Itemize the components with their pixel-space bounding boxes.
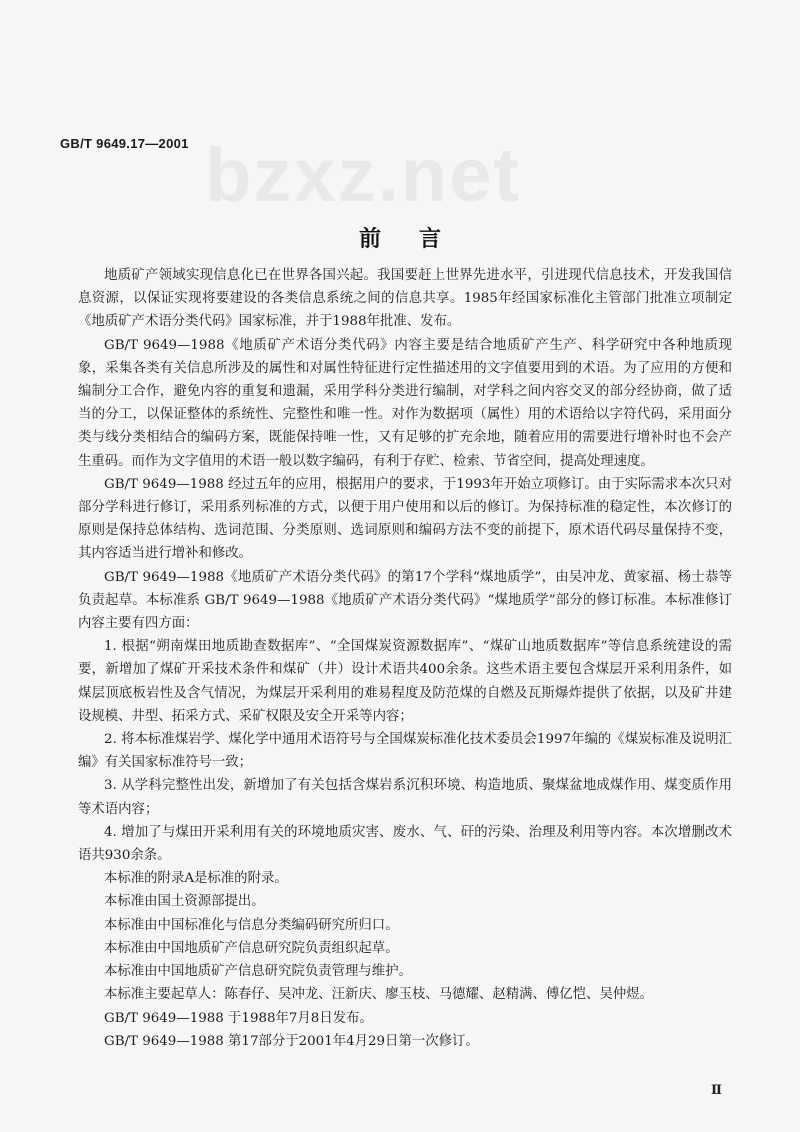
paragraph-content-scope: GB/T 9649—1988《地质矿产术语分类代码》内容主要是结合地质矿产生产、科学研究中各种地质现象，采集各类有关信息所涉及的属性和对属性特征进行定性描述用的文字值要用到的术语。为了应用的方便和编制分工合作，避免内容的重复和遗漏，采用学科分类进行编制，对学科之间内容交叉的部分经协商，做了适当的分工，以保证整体的系统性、完整性和唯一性。对作为数据项（属性）用的术语给以字符代码，采用面分类与线分类相结合的编码方案，既能保持唯一性，又有足够的扩充余地，随着应用的需要进行增补时也不会产生重码。而作为文字值用的术语一般以数字编码，有利于存贮、检索、节省空间，提高处理速度。 xyxy=(78,337,732,469)
paragraph-revision-item-1: 1. 根据“朔南煤田地质勘查数据库”、“全国煤炭资源数据库”、“煤矿山地质数据库”等信息系统建设的需要，新增加了煤矿开采技术条件和煤矿（井）设计术语共400余条。这些术语主要包含煤层开采利用条件，如煤层顶底板岩性及含气情况，为煤层开采利用的难易程度及防范煤的自燃及瓦斯爆炸提供了依据，以及矿井建设规模、井型、拓采方式、采矿权限及安全开采等内容； xyxy=(78,639,732,724)
paragraph-maintained-by: 本标准由中国地质矿产信息研究院负责管理与维护。 xyxy=(104,964,412,980)
standard-code: GB/T 9649.17—2001 xyxy=(60,136,189,151)
paragraph-drafted-by: 本标准由中国地质矿产信息研究院负责组织起草。 xyxy=(104,940,399,956)
paragraph-main-drafters: 本标准主要起草人：陈春仔、吴冲龙、汪新庆、廖玉枝、马德耀、赵精满、傅亿恺、吴仲煜。 xyxy=(104,987,654,1003)
paragraph-first-published: GB/T 9649—1988 于1988年7月8日发布。 xyxy=(104,1010,373,1026)
paragraph-appendix: 本标准的附录A是标准的附录。 xyxy=(104,871,288,887)
paragraph-revision-item-2: 2. 将本标准煤岩学、煤化学中通用术语符号与全国煤炭标准化技术委员会1997年编的《煤炭标准及说明汇编》有关国家标准符号一致； xyxy=(78,732,732,771)
paragraph-first-revision: GB/T 9649—1988 第17部分于2001年4月29日第一次修订。 xyxy=(104,1033,479,1049)
page-number: Ⅱ xyxy=(711,1082,722,1097)
paragraph-revision-principle: GB/T 9649—1988 经过五年的应用，根据用户的要求，于1993年开始立项修订。由于实际需求本次只对部分学科进行修订，采用系列标准的方式，以便于用户使用和以后的修订。为保持标准的稳定性，本次修订的原则是保持总体结构、选词范围、分类原则、选词原则和编码方法不变的前提下，原术语代码尽量保持不变，其内容适当进行增补和修改。 xyxy=(78,476,732,562)
watermark: bzxz.net xyxy=(205,133,521,218)
document-body xyxy=(78,264,732,1053)
paragraph-revision-item-3: 3. 从学科完整性出发，新增加了有关包括含煤岩系沉积环境、构造地质、聚煤盆地成煤作用、煤变质作用等术语内容； xyxy=(78,778,732,817)
paragraph-intro: 地质矿产领域实现信息化已在世界各国兴起。我国要赶上世界先进水平，引进现代信息技术，开发我国信息资源，以保证实现将要建设的各类信息系统之间的信息共享。1985年经国家标准化主管部门批准立项制定《地质矿产术语分类代码》国家标准，并于1988年批准、发布。 xyxy=(78,268,732,330)
paragraph-administered-by: 本标准由中国标准化与信息分类编码研究所归口。 xyxy=(104,917,399,933)
paragraph-revision-item-4: 4. 增加了与煤田开采利用有关的环境地质灾害、废水、气、矸的污染、治理及利用等内容。本次增删改术语共930余条。 xyxy=(78,824,732,864)
paragraph-coal-geology: GB/T 9649—1988《地质矿产术语分类代码》的第17个学科“煤地质学”，由吴冲龙、黄家福、杨士恭等负责起草。本标准系 GB/T 9649—1988《地质矿产术语分类代码》“煤地质学”部分的修订标准。本标准修订内容主要有四方面： xyxy=(78,569,732,632)
page-title: 前言 xyxy=(358,227,479,252)
paragraph-proposed-by: 本标准由国土资源部提出。 xyxy=(104,894,265,910)
